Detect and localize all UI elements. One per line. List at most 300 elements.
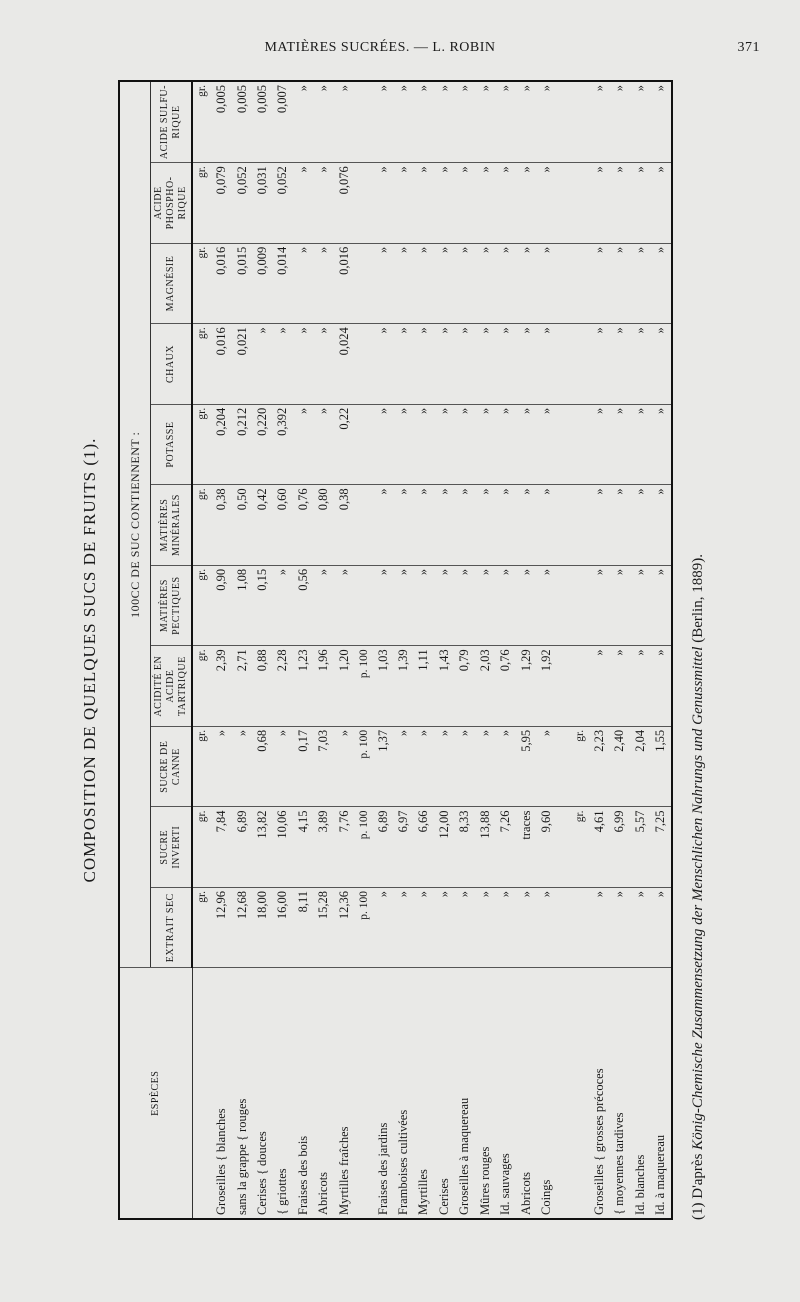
value-cell: » <box>609 243 629 324</box>
value-cell <box>355 565 373 646</box>
value-cell: » <box>516 887 536 968</box>
value-cell: gr. <box>192 404 211 485</box>
value-cell: 0,016 <box>211 243 231 324</box>
value-cell: 0,38 <box>211 485 231 566</box>
value-cell: » <box>414 82 434 163</box>
value-cell: » <box>373 243 393 324</box>
species-cell: { moyennes tardives <box>609 968 629 1218</box>
table-row <box>589 82 609 1218</box>
value-cell <box>557 324 571 405</box>
value-cell: 0,016 <box>211 324 231 405</box>
value-cell: » <box>589 887 609 968</box>
value-cell: » <box>589 243 609 324</box>
value-cell: 0,392 <box>273 404 293 485</box>
value-cell <box>355 243 373 324</box>
value-cell: » <box>314 82 334 163</box>
value-cell: 0,212 <box>232 404 252 485</box>
value-cell: » <box>455 485 475 566</box>
value-cell: » <box>232 726 252 807</box>
value-cell <box>355 163 373 244</box>
value-cell: » <box>630 404 650 485</box>
table-row <box>334 82 354 1218</box>
col-header: MATIÈRES MINÉRALES <box>151 485 193 566</box>
value-cell: » <box>293 82 313 163</box>
value-cell: 2,71 <box>232 646 252 727</box>
value-cell: » <box>434 485 454 566</box>
value-cell: » <box>609 324 629 405</box>
table-row <box>630 82 650 1218</box>
value-cell: » <box>455 82 475 163</box>
value-cell: » <box>475 485 495 566</box>
value-cell: » <box>496 726 516 807</box>
value-cell: » <box>414 887 434 968</box>
page-number: 371 <box>737 40 760 55</box>
value-cell: 0,17 <box>293 726 313 807</box>
value-cell: » <box>589 82 609 163</box>
value-cell: 1,96 <box>314 646 334 727</box>
table-row <box>571 82 589 1218</box>
value-cell: » <box>314 565 334 646</box>
value-cell: 2,23 <box>589 726 609 807</box>
value-cell <box>557 485 571 566</box>
value-cell <box>557 243 571 324</box>
value-cell <box>571 565 589 646</box>
table-row <box>475 82 495 1218</box>
value-cell: » <box>373 565 393 646</box>
species-cell <box>192 968 211 1218</box>
col-header: EXTRAIT SEC <box>151 887 193 968</box>
value-cell: » <box>273 565 293 646</box>
value-cell: » <box>650 82 671 163</box>
value-cell: 12,36 <box>334 887 354 968</box>
value-cell: 13,88 <box>475 807 495 888</box>
table-row <box>414 82 434 1218</box>
value-cell: 0,007 <box>273 82 293 163</box>
value-cell: 0,021 <box>232 324 252 405</box>
value-cell: gr. <box>192 646 211 727</box>
value-cell: 10,06 <box>273 807 293 888</box>
value-cell: 0,005 <box>232 82 252 163</box>
value-cell: » <box>393 485 413 566</box>
value-cell: gr. <box>192 485 211 566</box>
running-title: MATIÈRES SUCRÉES. — L. ROBIN <box>264 40 496 55</box>
value-cell: » <box>393 887 413 968</box>
value-cell: 0,204 <box>211 404 231 485</box>
value-cell <box>571 324 589 405</box>
value-cell: » <box>434 82 454 163</box>
value-cell: 0,68 <box>252 726 272 807</box>
table-row <box>434 82 454 1218</box>
rotated-table-section <box>80 70 720 1230</box>
value-cell: » <box>475 82 495 163</box>
value-cell: » <box>393 82 413 163</box>
footnote-suffix: (Berlin, 1889). <box>690 554 706 643</box>
table-row <box>293 82 313 1218</box>
value-cell: » <box>455 565 475 646</box>
table-row <box>252 82 272 1218</box>
value-cell <box>557 807 571 888</box>
value-cell: 0,052 <box>232 163 252 244</box>
value-cell: 1,20 <box>334 646 354 727</box>
value-cell: » <box>475 324 495 405</box>
value-cell: » <box>434 404 454 485</box>
table-caption: COMPOSITION DE QUELQUES SUCS DE FRUITS (1). <box>80 437 99 883</box>
value-cell: » <box>475 726 495 807</box>
value-cell <box>557 726 571 807</box>
value-cell: » <box>314 404 334 485</box>
value-cell: 6,97 <box>393 807 413 888</box>
value-cell: » <box>516 324 536 405</box>
value-cell: 7,25 <box>650 807 671 888</box>
value-cell: » <box>496 163 516 244</box>
value-cell: » <box>293 324 313 405</box>
value-cell: 0,079 <box>211 163 231 244</box>
value-cell: » <box>475 163 495 244</box>
value-cell: 2,40 <box>609 726 629 807</box>
value-cell: » <box>650 646 671 727</box>
value-cell: 2,04 <box>630 726 650 807</box>
value-cell: » <box>434 324 454 405</box>
value-cell: 1,43 <box>434 646 454 727</box>
value-cell: » <box>496 324 516 405</box>
table-row <box>496 82 516 1218</box>
species-cell <box>557 968 571 1218</box>
value-cell: 1,08 <box>232 565 252 646</box>
value-cell <box>557 887 571 968</box>
value-cell: » <box>496 887 516 968</box>
value-cell: 4,61 <box>589 807 609 888</box>
value-cell: » <box>414 324 434 405</box>
table-row <box>557 82 571 1218</box>
value-cell: 0,76 <box>293 485 313 566</box>
value-cell: » <box>537 243 557 324</box>
value-cell <box>557 565 571 646</box>
value-cell: 6,89 <box>373 807 393 888</box>
value-cell: » <box>609 82 629 163</box>
value-cell: 4,15 <box>293 807 313 888</box>
value-cell: » <box>537 726 557 807</box>
value-cell: » <box>516 565 536 646</box>
value-cell: » <box>334 726 354 807</box>
table-row <box>355 82 373 1218</box>
table-row <box>516 82 536 1218</box>
value-cell: 6,89 <box>232 807 252 888</box>
value-cell: » <box>314 243 334 324</box>
value-cell: 7,26 <box>496 807 516 888</box>
value-cell: p. 100 <box>355 646 373 727</box>
value-cell <box>355 404 373 485</box>
value-cell: » <box>630 163 650 244</box>
value-cell: » <box>393 404 413 485</box>
value-cell: 1,39 <box>393 646 413 727</box>
value-cell: » <box>475 404 495 485</box>
value-cell: » <box>609 565 629 646</box>
value-cell: 0,60 <box>273 485 293 566</box>
value-cell: » <box>373 82 393 163</box>
value-cell: » <box>334 565 354 646</box>
value-cell: » <box>589 646 609 727</box>
value-cell: » <box>516 485 536 566</box>
value-cell: » <box>609 163 629 244</box>
page-header <box>0 40 800 64</box>
value-cell: » <box>589 163 609 244</box>
value-cell <box>557 646 571 727</box>
value-cell: gr. <box>192 163 211 244</box>
value-cell: » <box>475 565 495 646</box>
value-cell: 0,005 <box>252 82 272 163</box>
table-frame <box>118 80 673 1220</box>
value-cell <box>557 82 571 163</box>
species-cell: Groseilles { grosses précoces <box>589 968 609 1218</box>
value-cell: » <box>537 565 557 646</box>
value-cell: » <box>650 163 671 244</box>
species-cell: Fraises des jardins <box>373 968 393 1218</box>
value-cell: » <box>373 163 393 244</box>
col-header: ACIDE PHOSPHO-RIQUE <box>151 163 193 244</box>
value-cell: 7,03 <box>314 726 334 807</box>
footnote-title: König-Chemische Zusammensetzung der Menschlichen Nahrungs und Genussmittel <box>690 646 706 1150</box>
value-cell: » <box>650 485 671 566</box>
value-cell: 6,66 <box>414 807 434 888</box>
table-row <box>455 82 475 1218</box>
value-cell: » <box>273 726 293 807</box>
species-cell: { griottes <box>273 968 293 1218</box>
value-cell: 7,84 <box>211 807 231 888</box>
value-cell: gr. <box>192 887 211 968</box>
value-cell: 9,60 <box>537 807 557 888</box>
value-cell: » <box>273 324 293 405</box>
value-cell: » <box>496 404 516 485</box>
value-cell: » <box>475 243 495 324</box>
value-cell: » <box>609 404 629 485</box>
value-cell: » <box>293 404 313 485</box>
value-cell: » <box>414 485 434 566</box>
table-row <box>273 82 293 1218</box>
value-cell: 0,014 <box>273 243 293 324</box>
table-row <box>314 82 334 1218</box>
value-cell: 1,92 <box>537 646 557 727</box>
value-cell: 0,024 <box>334 324 354 405</box>
value-cell: » <box>516 82 536 163</box>
value-cell: » <box>293 163 313 244</box>
col-header: MATIÈRES PECTIQUES <box>151 565 193 646</box>
species-cell: Fraises des bois <box>293 968 313 1218</box>
value-cell: » <box>293 243 313 324</box>
value-cell: gr. <box>192 726 211 807</box>
value-cell: 8,11 <box>293 887 313 968</box>
value-cell: » <box>537 163 557 244</box>
value-cell: » <box>609 646 629 727</box>
value-cell: » <box>211 726 231 807</box>
value-cell: 1,03 <box>373 646 393 727</box>
value-cell <box>355 324 373 405</box>
value-cell: » <box>516 163 536 244</box>
value-cell: traces <box>516 807 536 888</box>
col-header: MAGNÉSIE <box>151 243 193 324</box>
value-cell: 18,00 <box>252 887 272 968</box>
col-header: ACIDE SULFU-RIQUE <box>151 82 193 163</box>
value-cell: » <box>414 726 434 807</box>
value-cell: » <box>393 324 413 405</box>
value-cell: » <box>630 646 650 727</box>
value-cell: » <box>496 243 516 324</box>
table-row <box>650 82 671 1218</box>
value-cell: » <box>393 243 413 324</box>
value-cell <box>571 646 589 727</box>
value-cell <box>355 82 373 163</box>
table-row <box>373 82 393 1218</box>
species-cell: Coings <box>537 968 557 1218</box>
value-cell <box>571 243 589 324</box>
value-cell: 12,00 <box>434 807 454 888</box>
value-cell: » <box>373 404 393 485</box>
value-cell: 0,56 <box>293 565 313 646</box>
value-cell: » <box>414 565 434 646</box>
value-cell: 0,016 <box>334 243 354 324</box>
value-cell: » <box>455 726 475 807</box>
value-cell: 1,55 <box>650 726 671 807</box>
value-cell: » <box>455 324 475 405</box>
value-cell: » <box>434 726 454 807</box>
value-cell: » <box>650 324 671 405</box>
value-cell: 0,005 <box>211 82 231 163</box>
value-cell: » <box>434 243 454 324</box>
value-cell <box>571 404 589 485</box>
value-cell: » <box>650 887 671 968</box>
value-cell: » <box>496 565 516 646</box>
value-cell: » <box>455 887 475 968</box>
value-cell: 1,23 <box>293 646 313 727</box>
value-cell: » <box>537 324 557 405</box>
value-cell: gr. <box>571 807 589 888</box>
value-cell <box>557 404 571 485</box>
value-cell: » <box>496 82 516 163</box>
value-cell: » <box>589 565 609 646</box>
value-cell: 0,220 <box>252 404 272 485</box>
table-row <box>609 82 629 1218</box>
value-cell: 0,015 <box>232 243 252 324</box>
value-cell: 7,76 <box>334 807 354 888</box>
value-cell <box>571 163 589 244</box>
value-cell: » <box>589 324 609 405</box>
species-cell: Groseilles { blanches <box>211 968 231 1218</box>
species-cell: Myrtilles fraîches <box>334 968 354 1218</box>
value-cell: 5,95 <box>516 726 536 807</box>
value-cell: 0,38 <box>334 485 354 566</box>
value-cell: 8,33 <box>455 807 475 888</box>
value-cell: 3,89 <box>314 807 334 888</box>
value-cell: 2,39 <box>211 646 231 727</box>
value-cell: gr. <box>571 726 589 807</box>
value-cell: 0,009 <box>252 243 272 324</box>
value-cell: 0,76 <box>496 646 516 727</box>
value-cell: » <box>314 163 334 244</box>
value-cell: » <box>373 887 393 968</box>
value-cell: » <box>434 887 454 968</box>
value-cell: p. 100 <box>355 807 373 888</box>
value-cell: 0,22 <box>334 404 354 485</box>
col-header: SUCRE INVERTI <box>151 807 193 888</box>
value-cell: » <box>537 404 557 485</box>
value-cell: » <box>630 887 650 968</box>
footnote <box>690 80 714 1220</box>
value-cell: 0,50 <box>232 485 252 566</box>
value-cell <box>571 82 589 163</box>
value-cell: 1,29 <box>516 646 536 727</box>
value-cell: » <box>589 485 609 566</box>
value-cell: » <box>373 324 393 405</box>
value-cell <box>571 887 589 968</box>
species-cell: Framboises cultivées <box>393 968 413 1218</box>
col-header: CHAUX <box>151 324 193 405</box>
value-cell: gr. <box>192 324 211 405</box>
value-cell: » <box>414 404 434 485</box>
value-cell: » <box>393 726 413 807</box>
species-cell <box>355 968 373 1218</box>
value-cell: gr. <box>192 243 211 324</box>
composition-table <box>120 82 671 1218</box>
species-cell <box>571 968 589 1218</box>
species-cell: Abricots <box>516 968 536 1218</box>
value-cell: gr. <box>192 82 211 163</box>
footnote-prefix: (1) D'après <box>690 1153 706 1220</box>
value-cell: 1,37 <box>373 726 393 807</box>
species-cell: Myrtilles <box>414 968 434 1218</box>
value-cell: 16,00 <box>273 887 293 968</box>
value-cell: 5,57 <box>630 807 650 888</box>
value-cell: » <box>650 243 671 324</box>
value-cell: 0,90 <box>211 565 231 646</box>
value-cell: » <box>414 243 434 324</box>
table-row <box>232 82 252 1218</box>
table-row <box>211 82 231 1218</box>
value-cell: » <box>630 324 650 405</box>
value-cell: 0,15 <box>252 565 272 646</box>
value-cell: » <box>334 82 354 163</box>
value-cell: 2,03 <box>475 646 495 727</box>
value-cell: 0,88 <box>252 646 272 727</box>
value-cell: 0,031 <box>252 163 272 244</box>
value-cell: gr. <box>192 565 211 646</box>
value-cell: » <box>434 163 454 244</box>
value-cell: 15,28 <box>314 887 334 968</box>
value-cell: 1,11 <box>414 646 434 727</box>
species-cell: Cerises { douces <box>252 968 272 1218</box>
value-cell: » <box>589 404 609 485</box>
value-cell: » <box>537 887 557 968</box>
value-cell: 0,052 <box>273 163 293 244</box>
value-cell: » <box>475 887 495 968</box>
group-header: 100CC DE SUC CONTIENNENT : <box>120 82 151 968</box>
value-cell: » <box>630 243 650 324</box>
species-cell: sans la grappe { rouges <box>232 968 252 1218</box>
value-cell: » <box>373 485 393 566</box>
value-cell: » <box>537 485 557 566</box>
value-cell: » <box>609 887 629 968</box>
species-cell: Groseilles à maquereau <box>455 968 475 1218</box>
species-cell: Cerises <box>434 968 454 1218</box>
value-cell: 0,79 <box>455 646 475 727</box>
value-cell: » <box>455 163 475 244</box>
col-header-especes: ESPÈCES <box>120 968 192 1218</box>
value-cell: p. 100 <box>355 726 373 807</box>
species-cell: Abricots <box>314 968 334 1218</box>
value-cell: » <box>630 485 650 566</box>
value-cell: » <box>516 243 536 324</box>
value-cell: » <box>496 485 516 566</box>
value-cell: » <box>630 82 650 163</box>
col-header: SUCRE DE CANNE <box>151 726 193 807</box>
